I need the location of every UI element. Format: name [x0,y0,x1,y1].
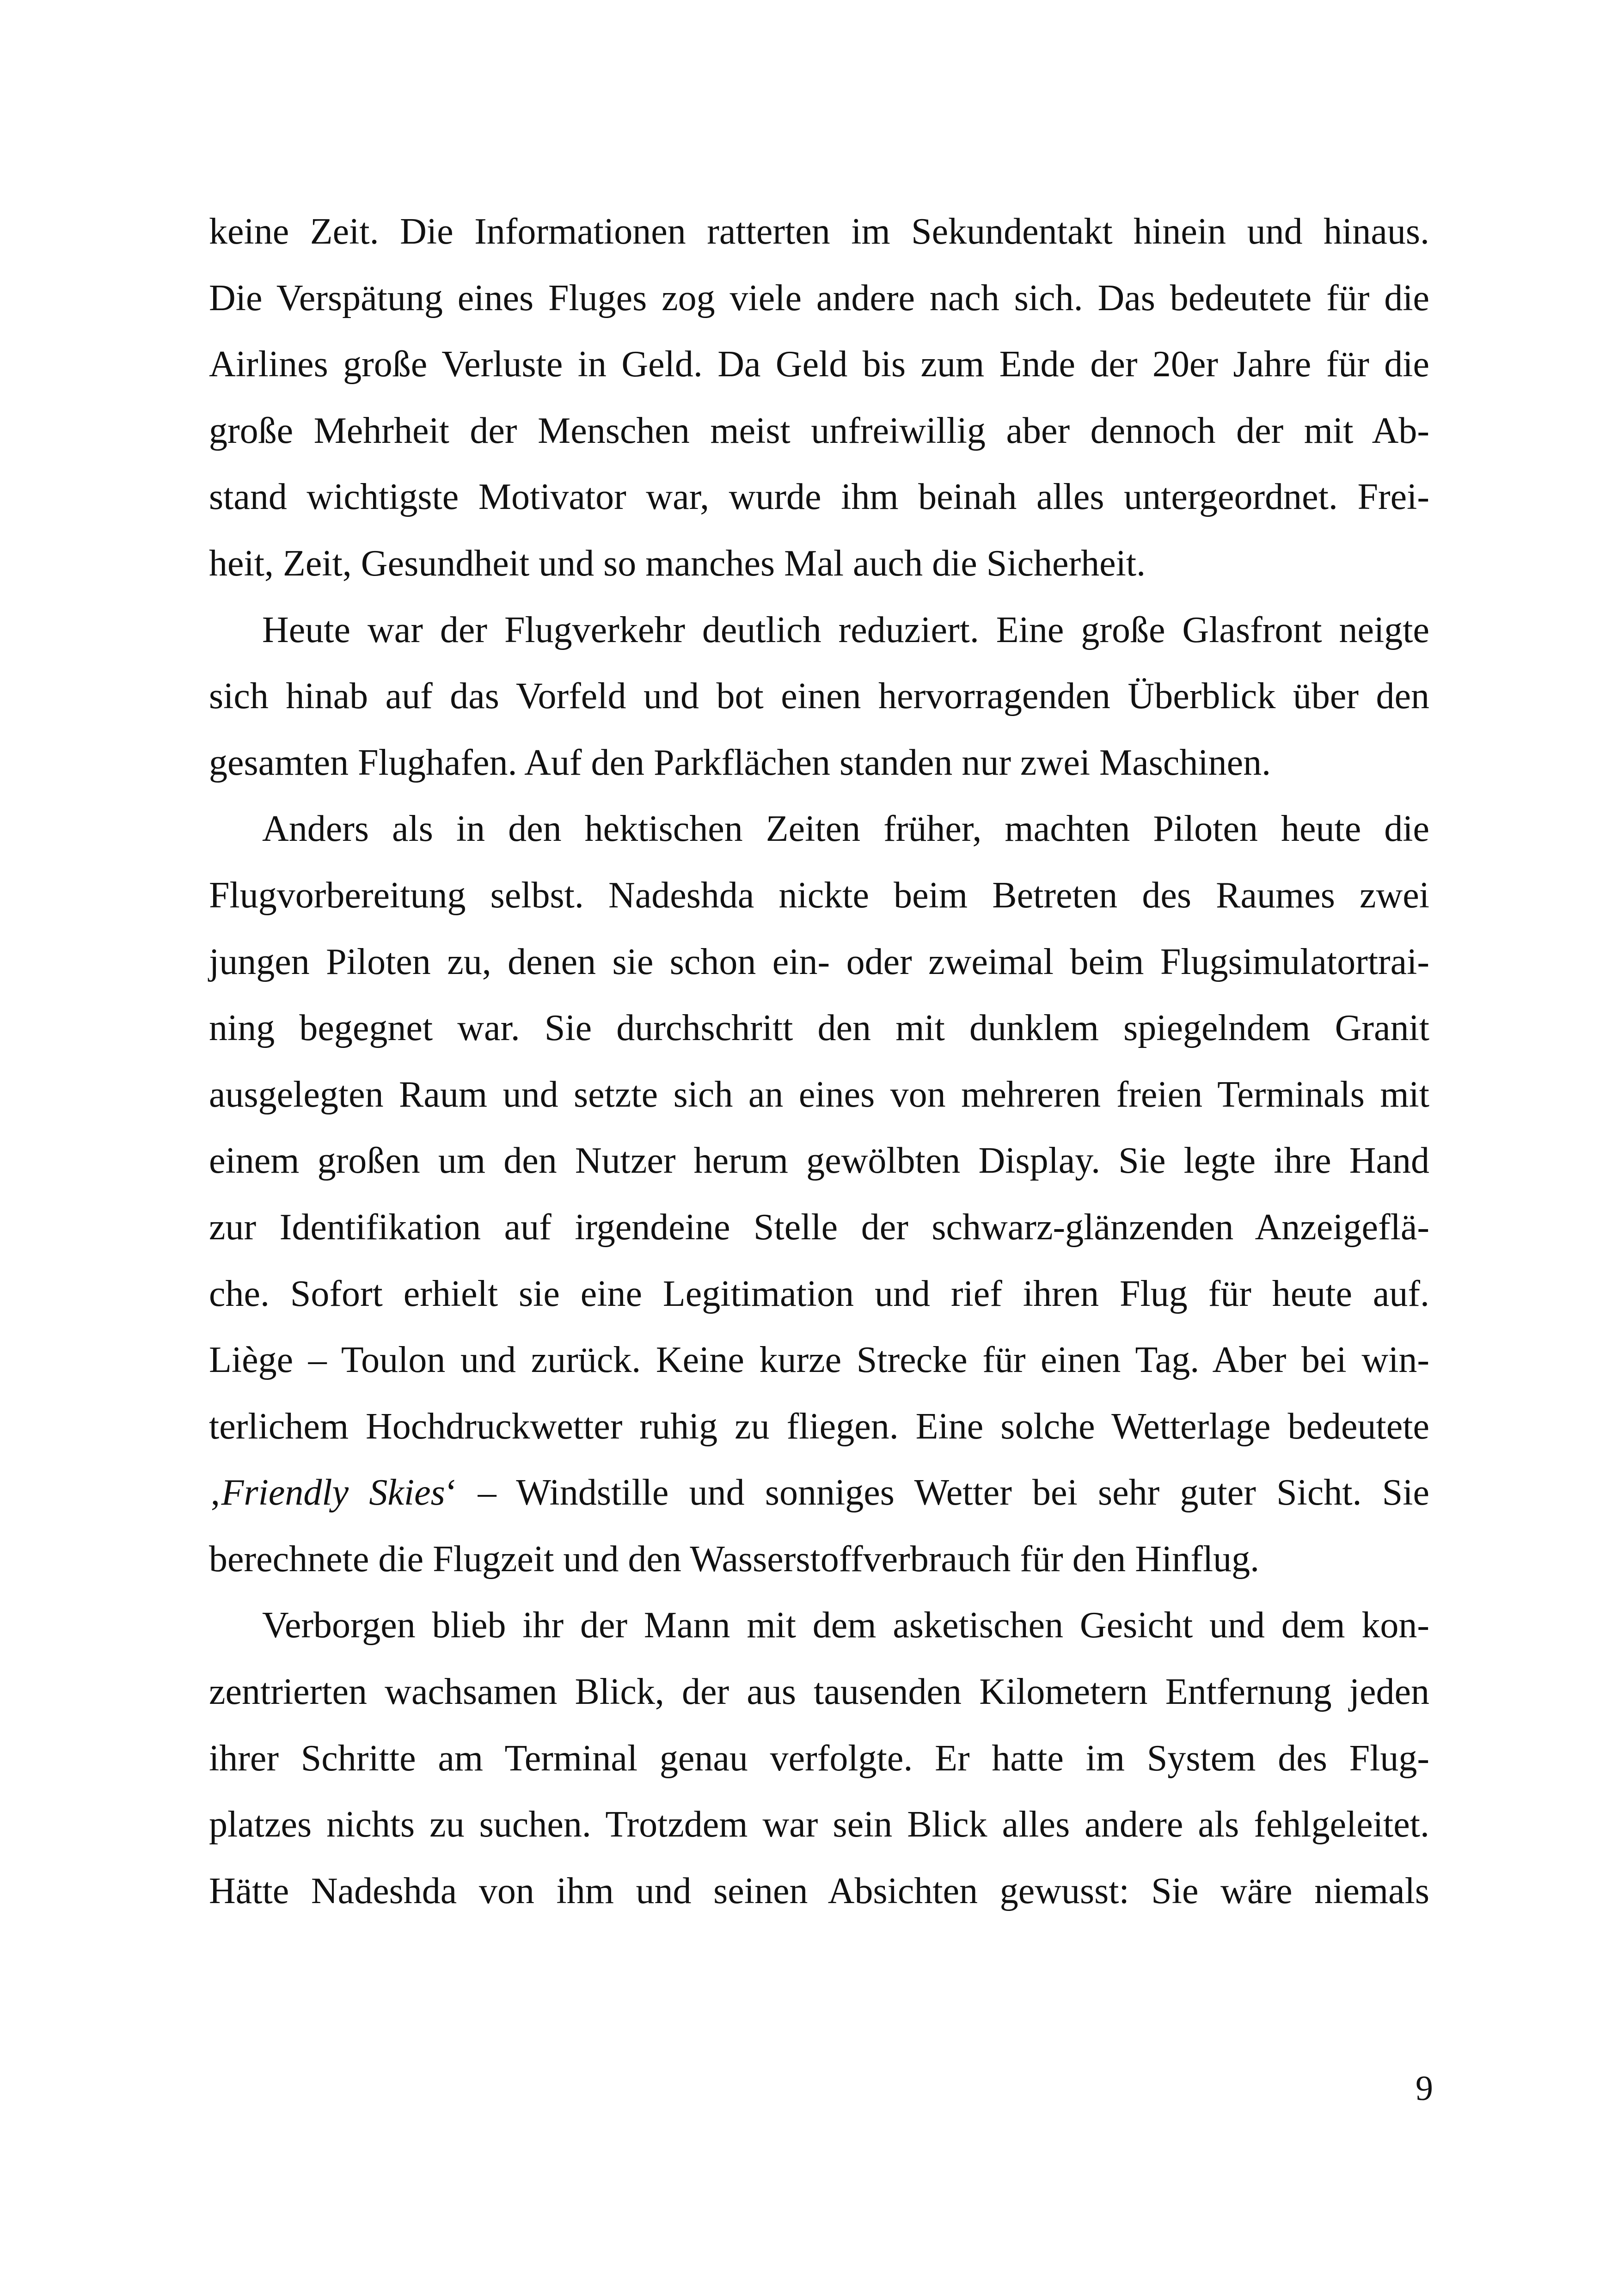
text-line: Flugvorbereitung selbst. Nadeshda nickte beim Betreten des Raumes zwei [209,875,1429,916]
text-line: Verborgen blieb ihr der Mann mit dem asketischen Gesicht und dem kon- [262,1605,1429,1646]
text-line: keine Zeit. Die Informationen ratterten im Sekundentakt hinein und hinaus. [209,211,1429,252]
text-line: ausgelegten Raum und setzte sich an eines von mehreren freien Terminals mit [209,1074,1429,1115]
text-line: zentrierten wachsamen Blick, der aus tausenden Kilometern Entfernung jeden [209,1671,1429,1713]
text-line: berechnete die Flugzeit und den Wasserstoffverbrauch für den Hinflug. [209,1538,1260,1580]
page-number: 9 [1416,2069,1433,2108]
text-line: große Mehrheit der Menschen meist unfreiwillig aber dennoch der mit Ab- [209,410,1429,451]
text-line: platzes nichts zu suchen. Trotzdem war sein Blick alles andere als fehlgeleitet. [209,1804,1429,1845]
text-line: zur Identifikation auf irgendeine Stelle der schwarz-glänzenden Anzeigeflä- [209,1206,1429,1248]
text-line: jungen Piloten zu, denen sie schon ein- oder zweimal beim Flugsimulatortrai- [209,941,1429,982]
text-line: ning begegnet war. Sie durchschritt den mit dunklem spiegelndem Granit [209,1008,1429,1049]
text-line: Die Verspätung eines Fluges zog viele andere nach sich. Das bedeutete für die [209,277,1429,318]
text-line: sich hinab auf das Vorfeld und bot einen hervorragenden Überblick über den [209,676,1429,717]
text-line: terlichem Hochdruckwetter ruhig zu fliegen. Eine solche Wetterlage bedeutete [209,1406,1429,1447]
text-line: gesamten Flughafen. Auf den Parkflächen standen nur zwei Maschinen. [209,742,1271,783]
body-text [209,199,1429,1924]
text-line: che. Sofort erhielt sie eine Legitimation und rief ihren Flug für heute auf. [209,1273,1429,1314]
line-rest: ‘ – Windstille und sonniges Wetter bei sehr guter Sicht. Sie [445,1472,1429,1513]
quote-open: ‚ [209,1472,221,1513]
text-line: Airlines große Verluste in Geld. Da Geld bis zum Ende der 20er Jahre für die [209,344,1429,385]
text-line: stand wichtigste Motivator war, wurde ihm beinah alles untergeordnet. Frei- [209,477,1429,518]
text-line: Hätte Nadeshda von ihm und seinen Absichten gewusst: Sie wäre niemals [209,1870,1429,1911]
text-line [209,1460,1429,1526]
text-line: Anders als in den hektischen Zeiten früher, machten Piloten heute die [262,808,1429,850]
text-line: Heute war der Flugverkehr deutlich reduziert. Eine große Glasfront neigte [262,609,1429,650]
text-line: einem großen um den Nutzer herum gewölbten Display. Sie legte ihre Hand [209,1140,1429,1182]
text-line: ihrer Schritte am Terminal genau verfolgte. Er hatte im System des Flug- [209,1738,1429,1779]
text-line: Liège – Toulon und zurück. Keine kurze Strecke für einen Tag. Aber bei win- [209,1340,1429,1381]
text-line: heit, Zeit, Gesundheit und so manches Mal auch die Sicherheit. [209,543,1146,584]
italic-phrase: Friendly Skies [221,1472,445,1513]
